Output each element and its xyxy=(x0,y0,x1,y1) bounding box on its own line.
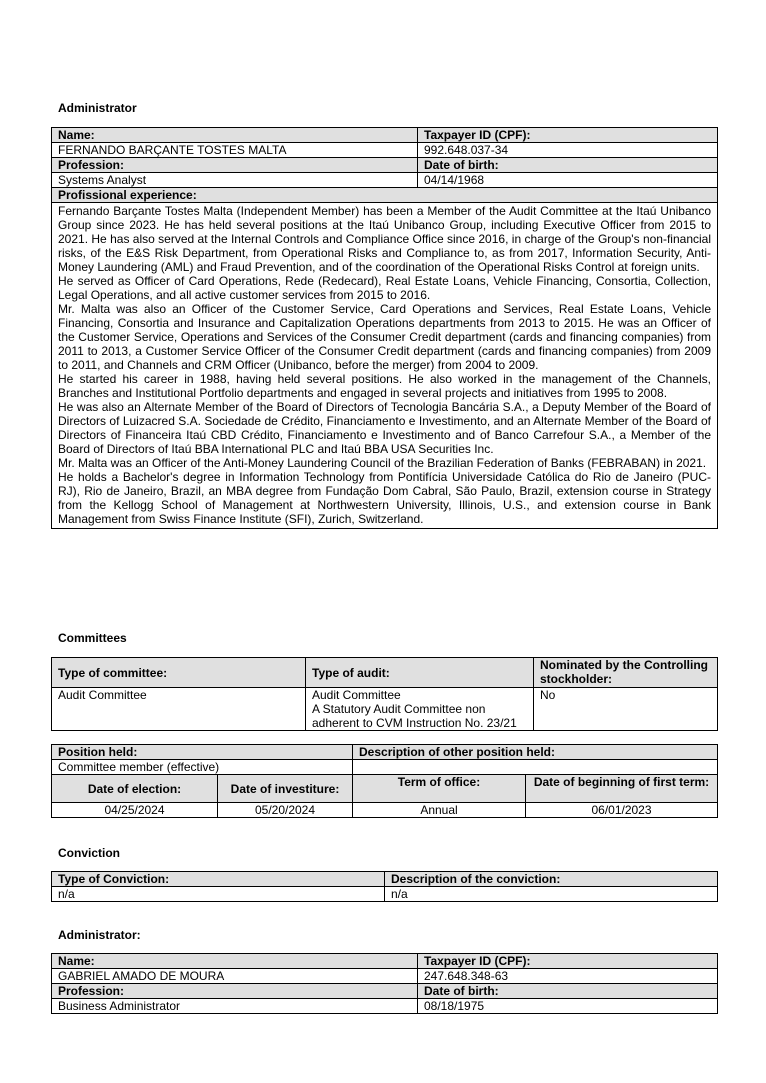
dob-label: Date of birth: xyxy=(418,984,718,999)
profession-label: Profession: xyxy=(52,984,418,999)
name-label: Name: xyxy=(52,954,418,969)
type-audit-label: Type of audit: xyxy=(306,658,534,688)
term-label: Term of office: xyxy=(353,775,526,803)
other-position-value xyxy=(353,760,718,775)
cpf-label: Taxpayer ID (CPF): xyxy=(418,954,718,969)
dob-value: 08/18/1975 xyxy=(418,999,718,1014)
conviction-type-label: Type of Conviction: xyxy=(52,872,385,887)
term-value: Annual xyxy=(353,803,526,818)
type-audit-value: Audit Committee A Statutory Audit Committee non adherent to CVM Instruction No. 23/21 xyxy=(306,688,534,731)
administrator-heading: Administrator xyxy=(58,101,137,115)
type-committee-value: Audit Committee xyxy=(52,688,306,731)
other-position-label: Description of other position held: xyxy=(353,745,718,760)
profession-value: Systems Analyst xyxy=(52,173,418,188)
administrator2-heading: Administrator: xyxy=(58,928,141,942)
experience-paragraph: Mr. Malta was an Officer of the Anti-Money Laundering Council of the Brazilian Federation of Banks (FEBRABAN) in 2021. xyxy=(58,456,707,470)
cpf-value: 992.648.037-34 xyxy=(418,143,718,158)
conviction-type-value: n/a xyxy=(52,887,385,902)
profession-value: Business Administrator xyxy=(52,999,418,1014)
nominated-value: No xyxy=(534,688,718,731)
first-term-value: 06/01/2023 xyxy=(526,803,718,818)
position-value: Committee member (effective) xyxy=(52,760,353,775)
first-term-label: Date of beginning of first term: xyxy=(526,775,718,803)
name-value: GABRIEL AMADO DE MOURA xyxy=(52,969,418,984)
experience-text xyxy=(52,203,718,529)
dob-value: 04/14/1968 xyxy=(418,173,718,188)
cpf-label: Taxpayer ID (CPF): xyxy=(418,128,718,143)
name-value: FERNANDO BARÇANTE TOSTES MALTA xyxy=(52,143,418,158)
committees-table-top xyxy=(51,657,718,731)
profession-label: Profession: xyxy=(52,158,418,173)
position-label: Position held: xyxy=(52,745,353,760)
investiture-label: Date of investiture: xyxy=(218,775,353,803)
experience-label: Profissional experience: xyxy=(52,188,718,203)
name-label: Name: xyxy=(52,128,418,143)
conviction-heading: Conviction xyxy=(58,846,120,860)
experience-paragraph: Fernando Barçante Tostes Malta (Independent Member) has been a Member of the Audit Committee at the Itaú Unibanco Group since 2023. He has held several positions at the Itaú Unibanco Group, including Executive Officer from 2015 to 2021. He has also served at the Internal Controls and Compliance Office since 2016, in charge of the Group's non-financial risks, of the E&S Risk Department, from Operational Risks and Compliance to, as from 2017, Information Security, Anti-Money Laundering (AML) and Fraud Prevention, and of the coordination of the Operational Risks Control at foreign units. xyxy=(58,204,711,274)
election-label: Date of election: xyxy=(52,775,218,803)
nominated-label: Nominated by the Controlling stockholder: xyxy=(534,658,718,688)
type-committee-label: Type of committee: xyxy=(52,658,306,688)
experience-paragraph: He started his career in 1988, having held several positions. He also worked in the management of the Channels, Branches and Institutional Portfolio departments and engaged in several projects and initiatives from 1995 to 2008. xyxy=(58,372,711,400)
conviction-desc-value: n/a xyxy=(385,887,718,902)
committees-heading: Committees xyxy=(58,631,127,645)
cpf-value: 247.648.348-63 xyxy=(418,969,718,984)
election-value: 04/25/2024 xyxy=(52,803,218,818)
conviction-desc-label: Description of the conviction: xyxy=(385,872,718,887)
dob-label: Date of birth: xyxy=(418,158,718,173)
experience-paragraph: He was also an Alternate Member of the Board of Directors of Tecnologia Bancária S.A., a Deputy Member of the Board of Directors of Luizacred S.A. Sociedade de Crédito, Financiamento e Investimento, and an Alternate Member of the Board of Directors of Financeira Itaú CBD Crédito, Financiamento e Investimento and of Banco Carrefour S.A., a Member of the Board of Directors of Itaú BBA International PLC and Itaú BBA USA Securities Inc. xyxy=(58,400,711,456)
administrator-table xyxy=(51,127,718,529)
experience-paragraph: He holds a Bachelor's degree in Information Technology from Pontifícia Universidade Católica do Rio de Janeiro (PUC-RJ), Rio de Janeiro, Brazil, an MBA degree from Fundação Dom Cabral, São Paulo, Brazil, extension course in Strategy from the Kellogg School of Management at Northwestern University, Illinois, U.S., and extension course in Bank Management from Swiss Finance Institute (SFI), Zurich, Switzerland. xyxy=(58,470,711,526)
administrator2-table xyxy=(51,953,718,1014)
committees-table-bottom xyxy=(51,744,718,818)
investiture-value: 05/20/2024 xyxy=(218,803,353,818)
experience-paragraph: Mr. Malta was also an Officer of the Customer Service, Card Operations and Services, Real Estate Loans, Vehicle Financing, Consortia and Insurance and Capitalization Operations departments from 2013 to 2015. He was an Officer of the Customer Service, Operations and Services of the Consumer Credit department (cards and financing companies) from 2011 to 2013, a Customer Service Officer of the Consumer Credit department (cards and financing companies) from 2009 to 2011, and Channels and CRM Officer (Unibanco, before the merger) from 2004 to 2009. xyxy=(58,302,711,372)
conviction-table xyxy=(51,871,718,902)
experience-paragraph: He served as Officer of Card Operations, Rede (Redecard), Real Estate Loans, Vehicle Financing, Consortia, Collection, Legal Operations, and all active customer services from 2015 to 2016. xyxy=(58,274,711,302)
